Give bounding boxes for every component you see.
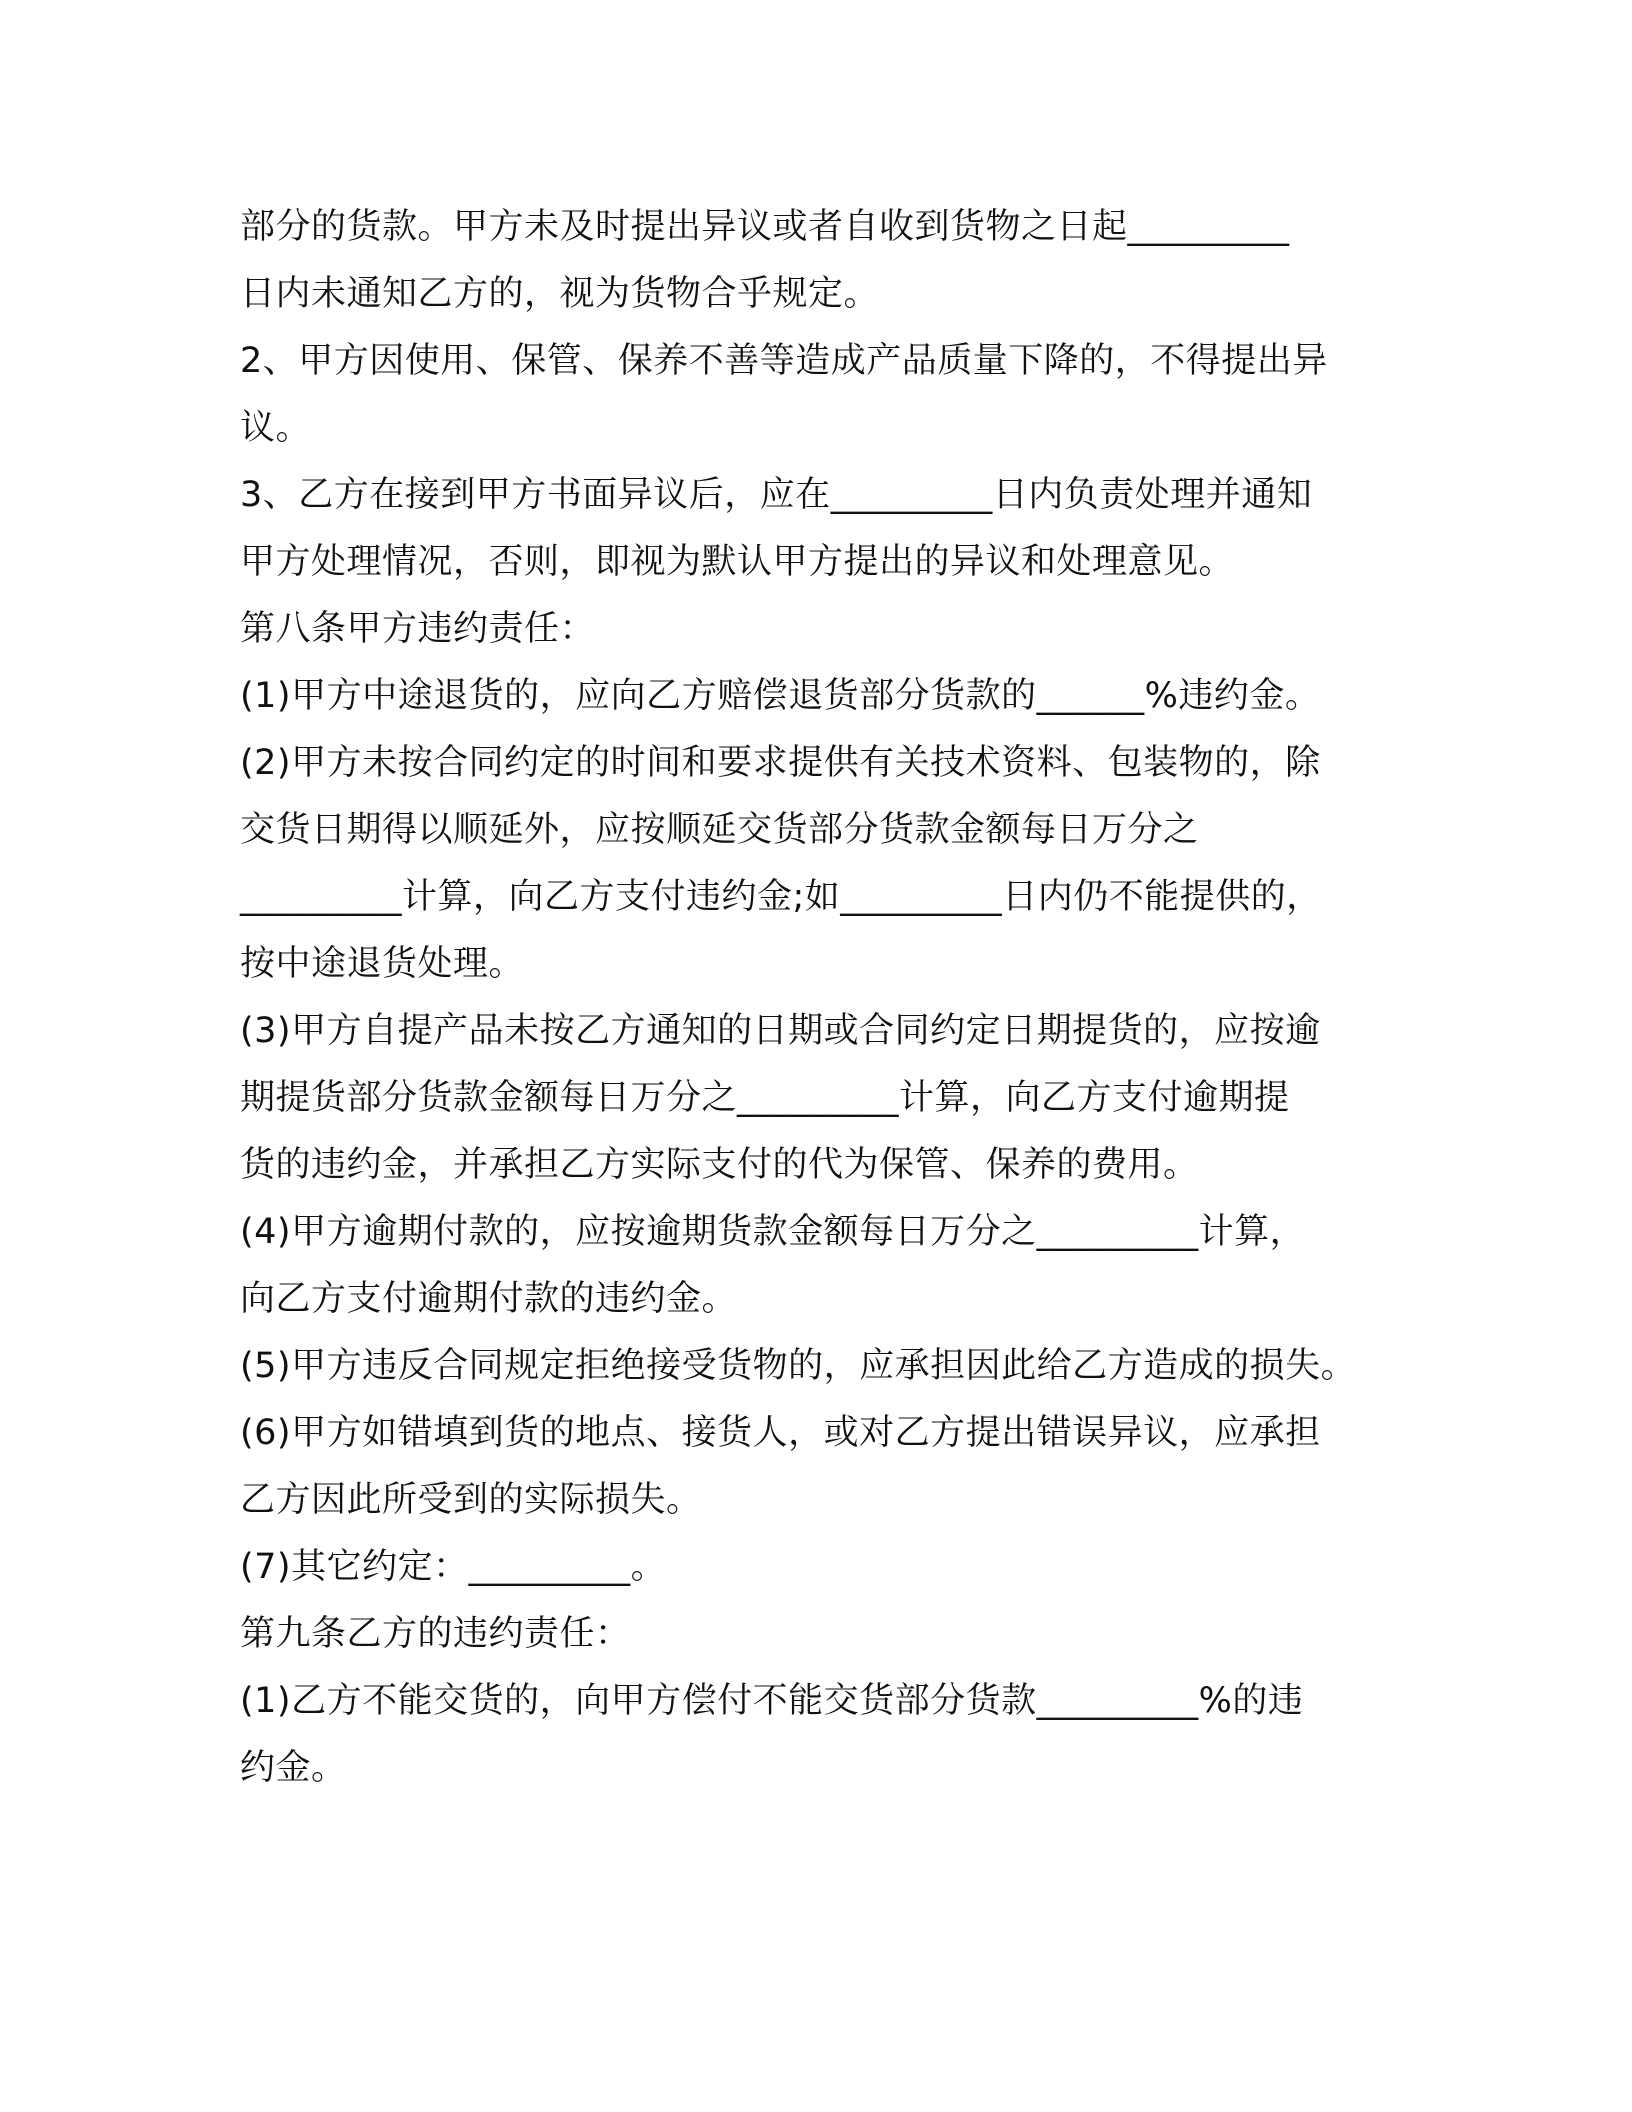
text-line: 3、乙方在接到甲方书面异议后，应在_________日内负责处理并通知 <box>240 475 1313 515</box>
text-line: 2、甲方因使用、保管、保养不善等造成产品质量下降的，不得提出异 <box>240 341 1328 381</box>
text-line: (7)其它约定：_________。 <box>240 1547 667 1587</box>
section-heading: 第九条乙方的违约责任： <box>240 1614 631 1654</box>
text-line: 货的违约金，并承担乙方实际支付的代为保管、保养的费用。 <box>240 1145 1199 1185</box>
text-line: (6)甲方如错填到货的地点、接货人，或对乙方提出错误异议，应承担 <box>240 1413 1321 1453</box>
text-line: 交货日期得以顺延外，应按顺延交货部分货款金额每日万分之 <box>240 810 1199 850</box>
text-line: (2)甲方未按合同约定的时间和要求提供有关技术资料、包装物的，除 <box>240 743 1321 783</box>
text-line: 议。 <box>240 408 312 448</box>
text-line: (1)乙方不能交货的，向甲方偿付不能交货部分货款_________%的违 <box>240 1681 1304 1721</box>
text-line: 部分的货款。甲方未及时提出异议或者自收到货物之日起_________ <box>240 207 1290 247</box>
text-line: 按中途退货处理。 <box>240 944 525 984</box>
text-line: _________计算，向乙方支付违约金;如_________日内仍不能提供的， <box>240 877 1322 917</box>
text-line: 乙方因此所受到的实际损失。 <box>240 1480 702 1520</box>
text-line: 甲方处理情况，否则，即视为默认甲方提出的异议和处理意见。 <box>240 542 1235 582</box>
text-line: (3)甲方自提产品未按乙方通知的日期或合同约定日期提货的，应按逾 <box>240 1011 1321 1051</box>
text-line: 期提货部分货款金额每日万分之_________计算，向乙方支付逾期提 <box>240 1078 1290 1118</box>
section-heading: 第八条甲方违约责任： <box>240 609 596 649</box>
text-line: 约金。 <box>240 1748 347 1788</box>
text-line: 向乙方支付逾期付款的违约金。 <box>240 1279 738 1319</box>
text-line: (4)甲方逾期付款的，应按逾期货款金额每日万分之_________计算， <box>240 1212 1306 1252</box>
text-line: (1)甲方中途退货的，应向乙方赔偿退货部分货款的______%违约金。 <box>240 676 1321 716</box>
text-line: (5)甲方违反合同规定拒绝接受货物的，应承担因此给乙方造成的损失。 <box>240 1346 1357 1386</box>
text-line: 日内未通知乙方的，视为货物合乎规定。 <box>240 274 880 314</box>
contract-text <box>240 194 1420 1802</box>
